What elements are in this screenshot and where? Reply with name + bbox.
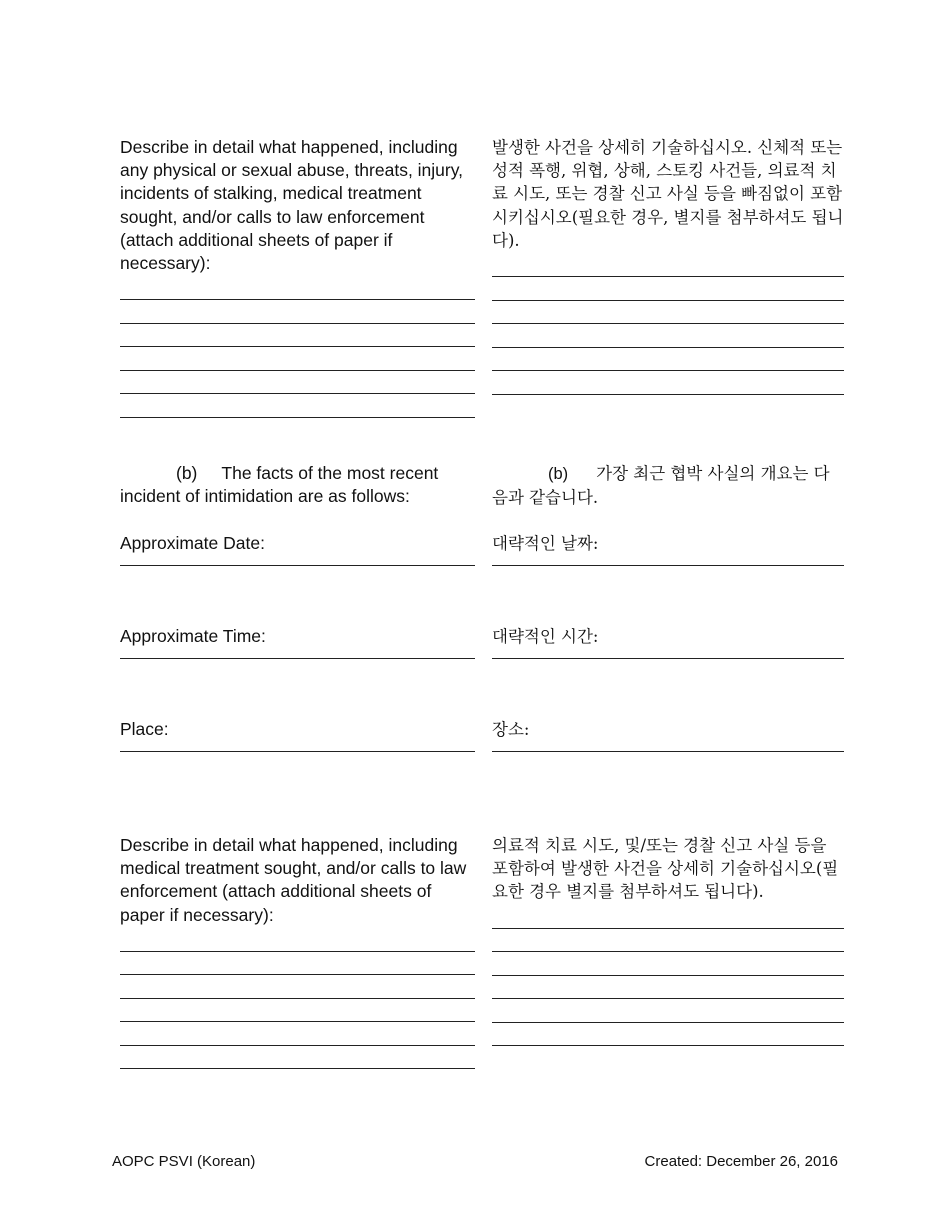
section-c-ko-text: 의료적 치료 시도, 및/또는 경찰 신고 사실 등을 포함하여 발생한 사건을 상세히 기술하십시오(필요한 경우 별지를 첨부하셔도 됩니다). — [492, 836, 839, 902]
date-input-line-ko[interactable] — [492, 555, 844, 566]
date-field-ko — [492, 532, 844, 566]
section-c-english — [120, 834, 475, 1069]
time-input-line-en[interactable] — [120, 648, 475, 659]
place-field-en — [120, 718, 475, 752]
answer-line[interactable] — [492, 348, 844, 372]
section-b-korean-heading — [492, 462, 844, 509]
section-a-ko-answer-lines[interactable] — [492, 260, 844, 395]
section-b-english-heading — [120, 462, 475, 508]
section-a-ko-text: 발생한 사건을 상세히 기술하십시오. 신체적 또는 성적 폭행, 위협, 상해, 스토킹 사건들, 의료적 치료 시도, 또는 경찰 신고 사실 등을 빠짐없이 포함시키십시오(필요한 경우, 별지를 첨부하셔도 됩니다). — [492, 138, 844, 250]
section-a-en-text: Describe in detail what happened, including any physical or sexual abuse, threats, injury, incidents of stalking, medical treatment sought, and/or calls to law enforcement (attach additional sheets of paper if necessary): — [120, 137, 464, 274]
time-input-line-ko[interactable] — [492, 648, 844, 659]
answer-line[interactable] — [120, 394, 475, 418]
section-a-en-answer-lines[interactable] — [120, 283, 475, 418]
section-b-ko-heading: 가장 최근 협박 사실의 개요는 다음과 같습니다. — [492, 464, 830, 508]
footer-created-date: Created: December 26, 2016 — [644, 1153, 838, 1170]
date-label-ko: 대략적인 날짜: — [492, 534, 599, 553]
section-a-en-instructions — [120, 136, 475, 275]
section-c-ko-instructions — [492, 834, 844, 904]
answer-line[interactable] — [492, 301, 844, 325]
time-label-en: Approximate Time: — [120, 626, 266, 646]
answer-line[interactable] — [492, 912, 844, 929]
answer-line[interactable] — [492, 952, 844, 976]
section-c-en-instructions — [120, 834, 475, 927]
answer-line[interactable] — [492, 929, 844, 953]
date-field-en — [120, 532, 475, 566]
answer-line[interactable] — [120, 283, 475, 300]
answer-line[interactable] — [492, 260, 844, 277]
answer-line[interactable] — [120, 347, 475, 371]
time-label-ko: 대략적인 시간: — [492, 627, 599, 646]
answer-line[interactable] — [120, 952, 475, 976]
answer-line[interactable] — [492, 371, 844, 395]
section-c-korean — [492, 834, 844, 1046]
section-a-english — [120, 136, 475, 418]
section-c-ko-answer-lines[interactable] — [492, 912, 844, 1047]
section-a-korean — [492, 136, 844, 395]
section-b-en-heading: The facts of the most recent incident of intimidation are as follows: — [120, 463, 439, 507]
answer-line[interactable] — [120, 975, 475, 999]
date-input-line-en[interactable] — [120, 555, 475, 566]
answer-line[interactable] — [120, 935, 475, 952]
time-field-ko — [492, 625, 844, 659]
section-b-ko-heading-para — [492, 462, 844, 509]
place-input-line-ko[interactable] — [492, 741, 844, 752]
answer-line[interactable] — [120, 371, 475, 395]
section-b-marker: (b) — [176, 463, 198, 483]
answer-line[interactable] — [120, 300, 475, 324]
time-field-en — [120, 625, 475, 659]
place-field-ko — [492, 718, 844, 752]
answer-line[interactable] — [120, 1022, 475, 1046]
place-label-en: Place: — [120, 719, 169, 739]
place-label-ko: 장소: — [492, 720, 530, 739]
answer-line[interactable] — [120, 324, 475, 348]
answer-line[interactable] — [492, 1023, 844, 1047]
section-b-marker-ko: (b) — [548, 465, 569, 483]
answer-line[interactable] — [492, 976, 844, 1000]
place-input-line-en[interactable] — [120, 741, 475, 752]
section-b-en-heading-para — [120, 462, 475, 508]
answer-line[interactable] — [120, 1046, 475, 1070]
section-a-ko-instructions — [492, 136, 844, 252]
answer-line[interactable] — [492, 277, 844, 301]
answer-line[interactable] — [492, 324, 844, 348]
section-c-en-answer-lines[interactable] — [120, 935, 475, 1070]
section-c-en-text: Describe in detail what happened, including medical treatment sought, and/or calls to law enforcement (attach additional sheets of paper if necessary): — [120, 835, 467, 925]
footer-form-id: AOPC PSVI (Korean) — [112, 1153, 256, 1170]
date-label-en: Approximate Date: — [120, 533, 265, 553]
answer-line[interactable] — [120, 999, 475, 1023]
answer-line[interactable] — [492, 999, 844, 1023]
